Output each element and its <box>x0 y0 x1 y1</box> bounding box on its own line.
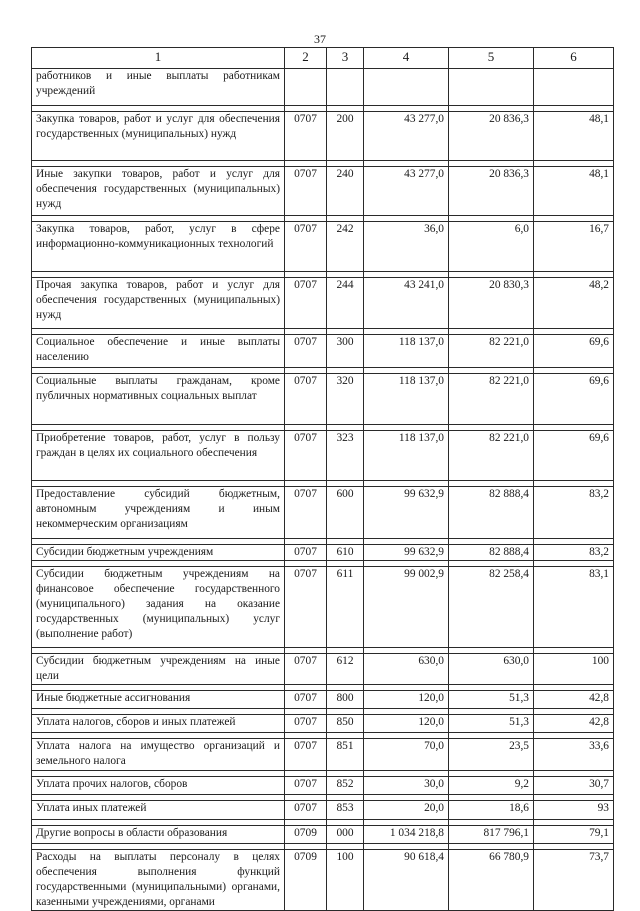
cell-name: Прочая закупка товаров, работ и услуг для обеспечения государственных (муниципальных) нужд <box>32 278 285 329</box>
cell-name: Уплата налогов, сборов и иных платежей <box>32 715 285 733</box>
cell-planned: 20,0 <box>364 801 449 820</box>
table-row <box>32 777 614 795</box>
cell-name: Уплата прочих налогов, сборов <box>32 777 285 795</box>
cell-name: Уплата налога на имущество организаций и земельного налога <box>32 739 285 771</box>
cell-planned: 118 137,0 <box>364 431 449 481</box>
cell-name: Закупка товаров, работ, услуг в сфере информационно-коммуникационных технологий <box>32 222 285 272</box>
cell-section-code: 0707 <box>285 278 327 329</box>
cell-executed: 82 888,4 <box>449 545 534 561</box>
cell-section-code: 0707 <box>285 691 327 709</box>
table-row <box>32 374 614 425</box>
cell-planned: 70,0 <box>364 739 449 771</box>
cell-expense-type: 100 <box>327 850 364 911</box>
cell-section-code: 0707 <box>285 112 327 161</box>
cell-executed: 82 221,0 <box>449 431 534 481</box>
cell-percent: 48,2 <box>534 278 614 329</box>
cell-expense-type: 612 <box>327 654 364 685</box>
column-header-1: 1 <box>32 48 285 69</box>
table-row <box>32 335 614 368</box>
table-row <box>32 69 614 106</box>
table-row <box>32 739 614 771</box>
cell-percent: 42,8 <box>534 715 614 733</box>
cell-expense-type: 800 <box>327 691 364 709</box>
table-row <box>32 654 614 685</box>
cell-name: Уплата иных платежей <box>32 801 285 820</box>
cell-name: Закупка товаров, работ и услуг для обеспечения государственных (муниципальных) нужд <box>32 112 285 161</box>
cell-expense-type <box>327 69 364 106</box>
table-row <box>32 487 614 539</box>
budget-table <box>31 47 614 911</box>
cell-planned: 43 277,0 <box>364 167 449 216</box>
cell-name: Субсидии бюджетным учреждениям на финансовое обеспечение государственного (муниципального) задания на оказание государственных (муниципальных) услуг (выполнение работ) <box>32 567 285 648</box>
cell-section-code: 0707 <box>285 654 327 685</box>
cell-planned: 120,0 <box>364 715 449 733</box>
cell-percent: 33,6 <box>534 739 614 771</box>
cell-percent: 100 <box>534 654 614 685</box>
cell-planned: 36,0 <box>364 222 449 272</box>
cell-executed: 51,3 <box>449 715 534 733</box>
cell-section-code: 0707 <box>285 167 327 216</box>
cell-percent <box>534 69 614 106</box>
table-row <box>32 801 614 820</box>
table-row <box>32 691 614 709</box>
cell-name: Субсидии бюджетным учреждениям <box>32 545 285 561</box>
cell-section-code: 0707 <box>285 374 327 425</box>
cell-planned: 118 137,0 <box>364 335 449 368</box>
cell-percent: 30,7 <box>534 777 614 795</box>
cell-planned: 90 618,4 <box>364 850 449 911</box>
cell-planned: 43 241,0 <box>364 278 449 329</box>
cell-executed <box>449 69 534 106</box>
cell-name: работников и иные выплаты работникам учреждений <box>32 69 285 106</box>
cell-section-code: 0707 <box>285 567 327 648</box>
table-row <box>32 167 614 216</box>
cell-executed: 9,2 <box>449 777 534 795</box>
cell-planned: 99 002,9 <box>364 567 449 648</box>
cell-section-code: 0707 <box>285 431 327 481</box>
cell-section-code: 0709 <box>285 850 327 911</box>
cell-executed: 630,0 <box>449 654 534 685</box>
cell-percent: 16,7 <box>534 222 614 272</box>
table-header-row <box>32 48 614 69</box>
column-header-2: 2 <box>285 48 327 69</box>
cell-section-code: 0707 <box>285 545 327 561</box>
cell-percent: 73,7 <box>534 850 614 911</box>
table-row <box>32 826 614 844</box>
table-row <box>32 850 614 911</box>
cell-name: Расходы на выплаты персоналу в целях обеспечения выполнения функций государственными (муниципальными) органами, казенными учреждениями, органами <box>32 850 285 911</box>
cell-name: Социальные выплаты гражданам, кроме публичных нормативных социальных выплат <box>32 374 285 425</box>
cell-planned: 630,0 <box>364 654 449 685</box>
cell-percent: 83,1 <box>534 567 614 648</box>
cell-planned: 118 137,0 <box>364 374 449 425</box>
table-row <box>32 112 614 161</box>
cell-expense-type: 200 <box>327 112 364 161</box>
cell-executed: 20 830,3 <box>449 278 534 329</box>
cell-expense-type: 853 <box>327 801 364 820</box>
cell-name: Иные бюджетные ассигнования <box>32 691 285 709</box>
cell-section-code: 0707 <box>285 335 327 368</box>
cell-executed: 82 888,4 <box>449 487 534 539</box>
cell-percent: 79,1 <box>534 826 614 844</box>
table-row <box>32 567 614 648</box>
cell-expense-type: 244 <box>327 278 364 329</box>
cell-section-code: 0707 <box>285 801 327 820</box>
cell-executed: 20 836,3 <box>449 112 534 161</box>
cell-percent: 69,6 <box>534 431 614 481</box>
cell-percent: 69,6 <box>534 335 614 368</box>
cell-planned: 43 277,0 <box>364 112 449 161</box>
cell-percent: 42,8 <box>534 691 614 709</box>
cell-expense-type: 611 <box>327 567 364 648</box>
table-row <box>32 431 614 481</box>
cell-planned: 30,0 <box>364 777 449 795</box>
cell-expense-type: 000 <box>327 826 364 844</box>
cell-planned: 120,0 <box>364 691 449 709</box>
cell-expense-type: 850 <box>327 715 364 733</box>
cell-planned: 99 632,9 <box>364 545 449 561</box>
cell-executed: 51,3 <box>449 691 534 709</box>
cell-planned <box>364 69 449 106</box>
page-number: 37 <box>314 32 326 46</box>
cell-percent: 93 <box>534 801 614 820</box>
cell-name: Другие вопросы в области образования <box>32 826 285 844</box>
table-body <box>32 69 614 911</box>
cell-percent: 48,1 <box>534 112 614 161</box>
cell-executed: 82 221,0 <box>449 374 534 425</box>
cell-section-code: 0709 <box>285 826 327 844</box>
column-header-4: 4 <box>364 48 449 69</box>
cell-section-code: 0707 <box>285 715 327 733</box>
cell-executed: 20 836,3 <box>449 167 534 216</box>
cell-executed: 23,5 <box>449 739 534 771</box>
cell-section-code: 0707 <box>285 222 327 272</box>
cell-section-code: 0707 <box>285 487 327 539</box>
cell-expense-type: 300 <box>327 335 364 368</box>
cell-executed: 82 221,0 <box>449 335 534 368</box>
cell-planned: 1 034 218,8 <box>364 826 449 844</box>
cell-name: Приобретение товаров, работ, услуг в пользу граждан в целях их социального обеспечения <box>32 431 285 481</box>
cell-expense-type: 852 <box>327 777 364 795</box>
cell-executed: 18,6 <box>449 801 534 820</box>
cell-percent: 69,6 <box>534 374 614 425</box>
table-row <box>32 545 614 561</box>
cell-expense-type: 320 <box>327 374 364 425</box>
cell-executed: 817 796,1 <box>449 826 534 844</box>
table-row <box>32 715 614 733</box>
cell-section-code: 0707 <box>285 739 327 771</box>
cell-executed: 66 780,9 <box>449 850 534 911</box>
table-row <box>32 222 614 272</box>
cell-executed: 6,0 <box>449 222 534 272</box>
cell-expense-type: 610 <box>327 545 364 561</box>
column-header-5: 5 <box>449 48 534 69</box>
cell-name: Субсидии бюджетным учреждениям на иные цели <box>32 654 285 685</box>
cell-expense-type: 242 <box>327 222 364 272</box>
cell-section-code: 0707 <box>285 777 327 795</box>
cell-section-code <box>285 69 327 106</box>
cell-planned: 99 632,9 <box>364 487 449 539</box>
cell-name: Предоставление субсидий бюджетным, автономным учреждениям и иным некоммерческим организациям <box>32 487 285 539</box>
cell-expense-type: 851 <box>327 739 364 771</box>
cell-name: Социальное обеспечение и иные выплаты населению <box>32 335 285 368</box>
cell-percent: 83,2 <box>534 545 614 561</box>
column-header-6: 6 <box>534 48 614 69</box>
cell-percent: 83,2 <box>534 487 614 539</box>
column-header-3: 3 <box>327 48 364 69</box>
cell-name: Иные закупки товаров, работ и услуг для обеспечения государственных (муниципальных) нужд <box>32 167 285 216</box>
cell-expense-type: 240 <box>327 167 364 216</box>
cell-expense-type: 323 <box>327 431 364 481</box>
cell-expense-type: 600 <box>327 487 364 539</box>
cell-executed: 82 258,4 <box>449 567 534 648</box>
table-row <box>32 278 614 329</box>
cell-percent: 48,1 <box>534 167 614 216</box>
